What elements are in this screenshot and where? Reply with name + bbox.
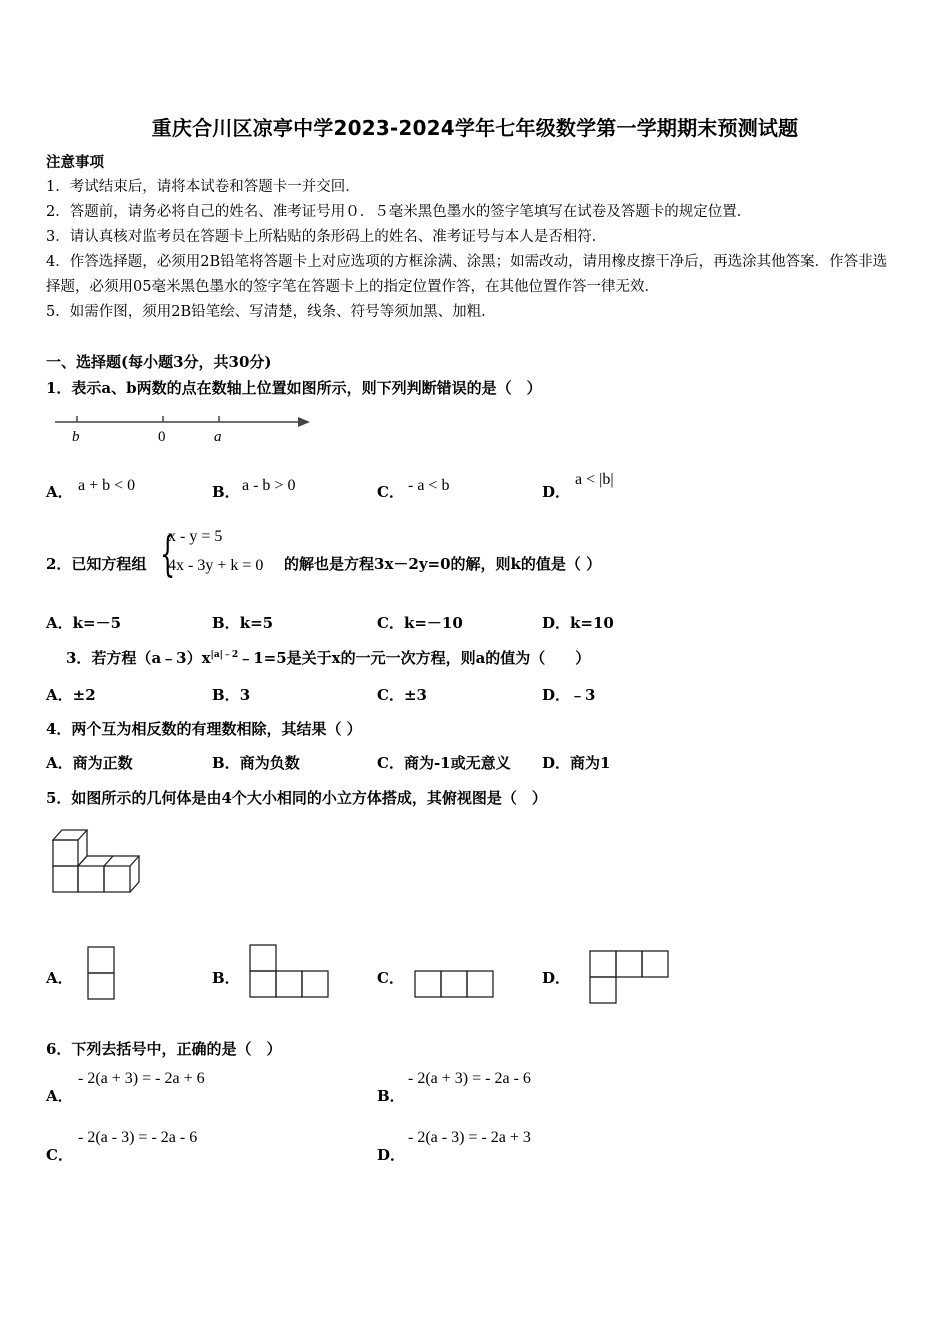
q2-option-d[interactable]: D．k=10 bbox=[542, 614, 614, 632]
question-2-prefix: 2．已知方程组 bbox=[46, 555, 147, 573]
q6-option-a-expr: - 2(a + 3) = - 2a + 6 bbox=[78, 1070, 205, 1087]
q5-option-c[interactable]: C． bbox=[377, 969, 404, 987]
equation-system bbox=[160, 528, 280, 584]
notes-heading: 注意事项 bbox=[46, 154, 104, 171]
option-label: B． bbox=[212, 483, 240, 501]
q3-option-c[interactable]: C．±3 bbox=[377, 686, 427, 704]
q5-option-c-figure bbox=[414, 970, 496, 1000]
q2-option-a[interactable]: A．k=－5 bbox=[46, 614, 122, 632]
equation-2: 4x - 3y + k = 0 bbox=[168, 557, 264, 574]
question-2-suffix: 的解也是方程3x－2y=0的解，则k的值是（ ） bbox=[284, 555, 602, 573]
axis-label-a: a bbox=[214, 429, 222, 445]
q6-option-b[interactable]: B． bbox=[377, 1087, 405, 1105]
notes-item: 3．请认真核对监考员在答题卡上所粘贴的条形码上的姓名、准考证号与本人是否相符． bbox=[46, 229, 607, 245]
q5-option-a[interactable]: A． bbox=[46, 969, 73, 987]
q1-option-d[interactable] bbox=[542, 481, 570, 502]
q1-option-b-expr: a - b > 0 bbox=[242, 477, 296, 494]
q6-option-c[interactable]: C． bbox=[46, 1146, 73, 1164]
axis-label-b: b bbox=[72, 429, 80, 445]
q1-option-c-expr: - a < b bbox=[408, 477, 450, 494]
q2-option-b[interactable]: B．k=5 bbox=[212, 614, 274, 632]
option-label: A． bbox=[46, 483, 73, 501]
q5-option-b[interactable]: B． bbox=[212, 969, 240, 987]
notes-item: 4．作答选择题，必须用2B铅笔将答题卡上对应选项的方框涂满、涂黑；如需改动，请用橡皮擦干净后，再选涂其他答案．作答非选择题，必须用05毫米黑色墨水的签字笔在答题卡上的指定位置作答，在其他位置作答一律无效． bbox=[46, 254, 888, 295]
question-4-stem: 4．两个互为相反数的有理数相除，其结果（ ） bbox=[46, 720, 362, 738]
q5-option-d-figure bbox=[589, 950, 671, 1006]
q4-option-b[interactable]: B．商为负数 bbox=[212, 754, 300, 772]
q1-option-b[interactable] bbox=[212, 481, 240, 502]
notes-item: 1．考试结束后，请将本试卷和答题卡一并交回． bbox=[46, 179, 360, 195]
option-label: C． bbox=[377, 483, 404, 501]
q6-option-d-expr: - 2(a - 3) = - 2a + 3 bbox=[408, 1129, 531, 1146]
q4-option-a[interactable]: A．商为正数 bbox=[46, 754, 133, 772]
q3-option-d[interactable]: D．﹣3 bbox=[542, 686, 596, 704]
q3-option-b[interactable]: B．3 bbox=[212, 686, 251, 704]
q5-option-b-figure bbox=[249, 944, 331, 1000]
brace-symbol: { bbox=[160, 526, 176, 582]
exponent: |a|﹣2 bbox=[210, 650, 239, 660]
q5-option-d[interactable]: D． bbox=[542, 969, 571, 987]
q5-option-a-figure bbox=[87, 946, 115, 1002]
question-3-stem: 3．若方程$(a﹣3)x^{|a|﹣2}﹣1=5$是关于x的一元一次方程，则a的值为（ ） bbox=[66, 649, 591, 667]
notes-item: 2．答题前，请务必将自己的姓名、准考证号用０．５毫米黑色墨水的签字笔填写在试卷及答题卡的规定位置． bbox=[46, 204, 752, 220]
question-6-stem: 6．下列去括号中，正确的是（ ） bbox=[46, 1040, 282, 1058]
q6-option-c-expr: - 2(a - 3) = - 2a - 6 bbox=[78, 1129, 198, 1146]
axis-label-0: 0 bbox=[158, 429, 166, 445]
notes-item: 5．如需作图，须用2B铅笔绘、写清楚，线条、符号等须加黑、加粗． bbox=[46, 304, 496, 320]
question-5-stem: 5．如图所示的几何体是由4个大小相同的小立方体搭成，其俯视图是（ ） bbox=[46, 789, 547, 807]
q2-option-c[interactable]: C．k=－10 bbox=[377, 614, 463, 632]
q1-option-d-expr: a < |b| bbox=[575, 471, 614, 488]
q1-option-c[interactable] bbox=[377, 481, 404, 502]
option-label: D． bbox=[542, 483, 571, 501]
q4-option-d[interactable]: D．商为1 bbox=[542, 754, 611, 772]
q6-option-d[interactable]: D． bbox=[377, 1146, 406, 1164]
notes-block bbox=[46, 150, 906, 325]
q3-option-a[interactable]: A．±2 bbox=[46, 686, 96, 704]
cube-solid-figure bbox=[50, 826, 150, 896]
number-line-arrow bbox=[298, 417, 310, 427]
q1-option-a-expr: a + b < 0 bbox=[78, 477, 136, 494]
section-heading: 一、选择题(每小题3分，共30分) bbox=[46, 353, 272, 371]
number-line-figure bbox=[50, 408, 315, 448]
page-title: 重庆合川区凉亭中学2023-2024学年七年级数学第一学期期末预测试题 bbox=[151, 116, 799, 140]
q1-option-a[interactable] bbox=[46, 481, 73, 502]
equation-1: x - y = 5 bbox=[168, 528, 223, 545]
question-1-stem: 1．表示a、b两数的点在数轴上位置如图所示，则下列判断错误的是（ ） bbox=[46, 379, 542, 397]
q6-option-a[interactable]: A． bbox=[46, 1087, 73, 1105]
q6-option-b-expr: - 2(a + 3) = - 2a - 6 bbox=[408, 1070, 531, 1087]
q4-option-c[interactable]: C．商为-1或无意义 bbox=[377, 754, 511, 772]
